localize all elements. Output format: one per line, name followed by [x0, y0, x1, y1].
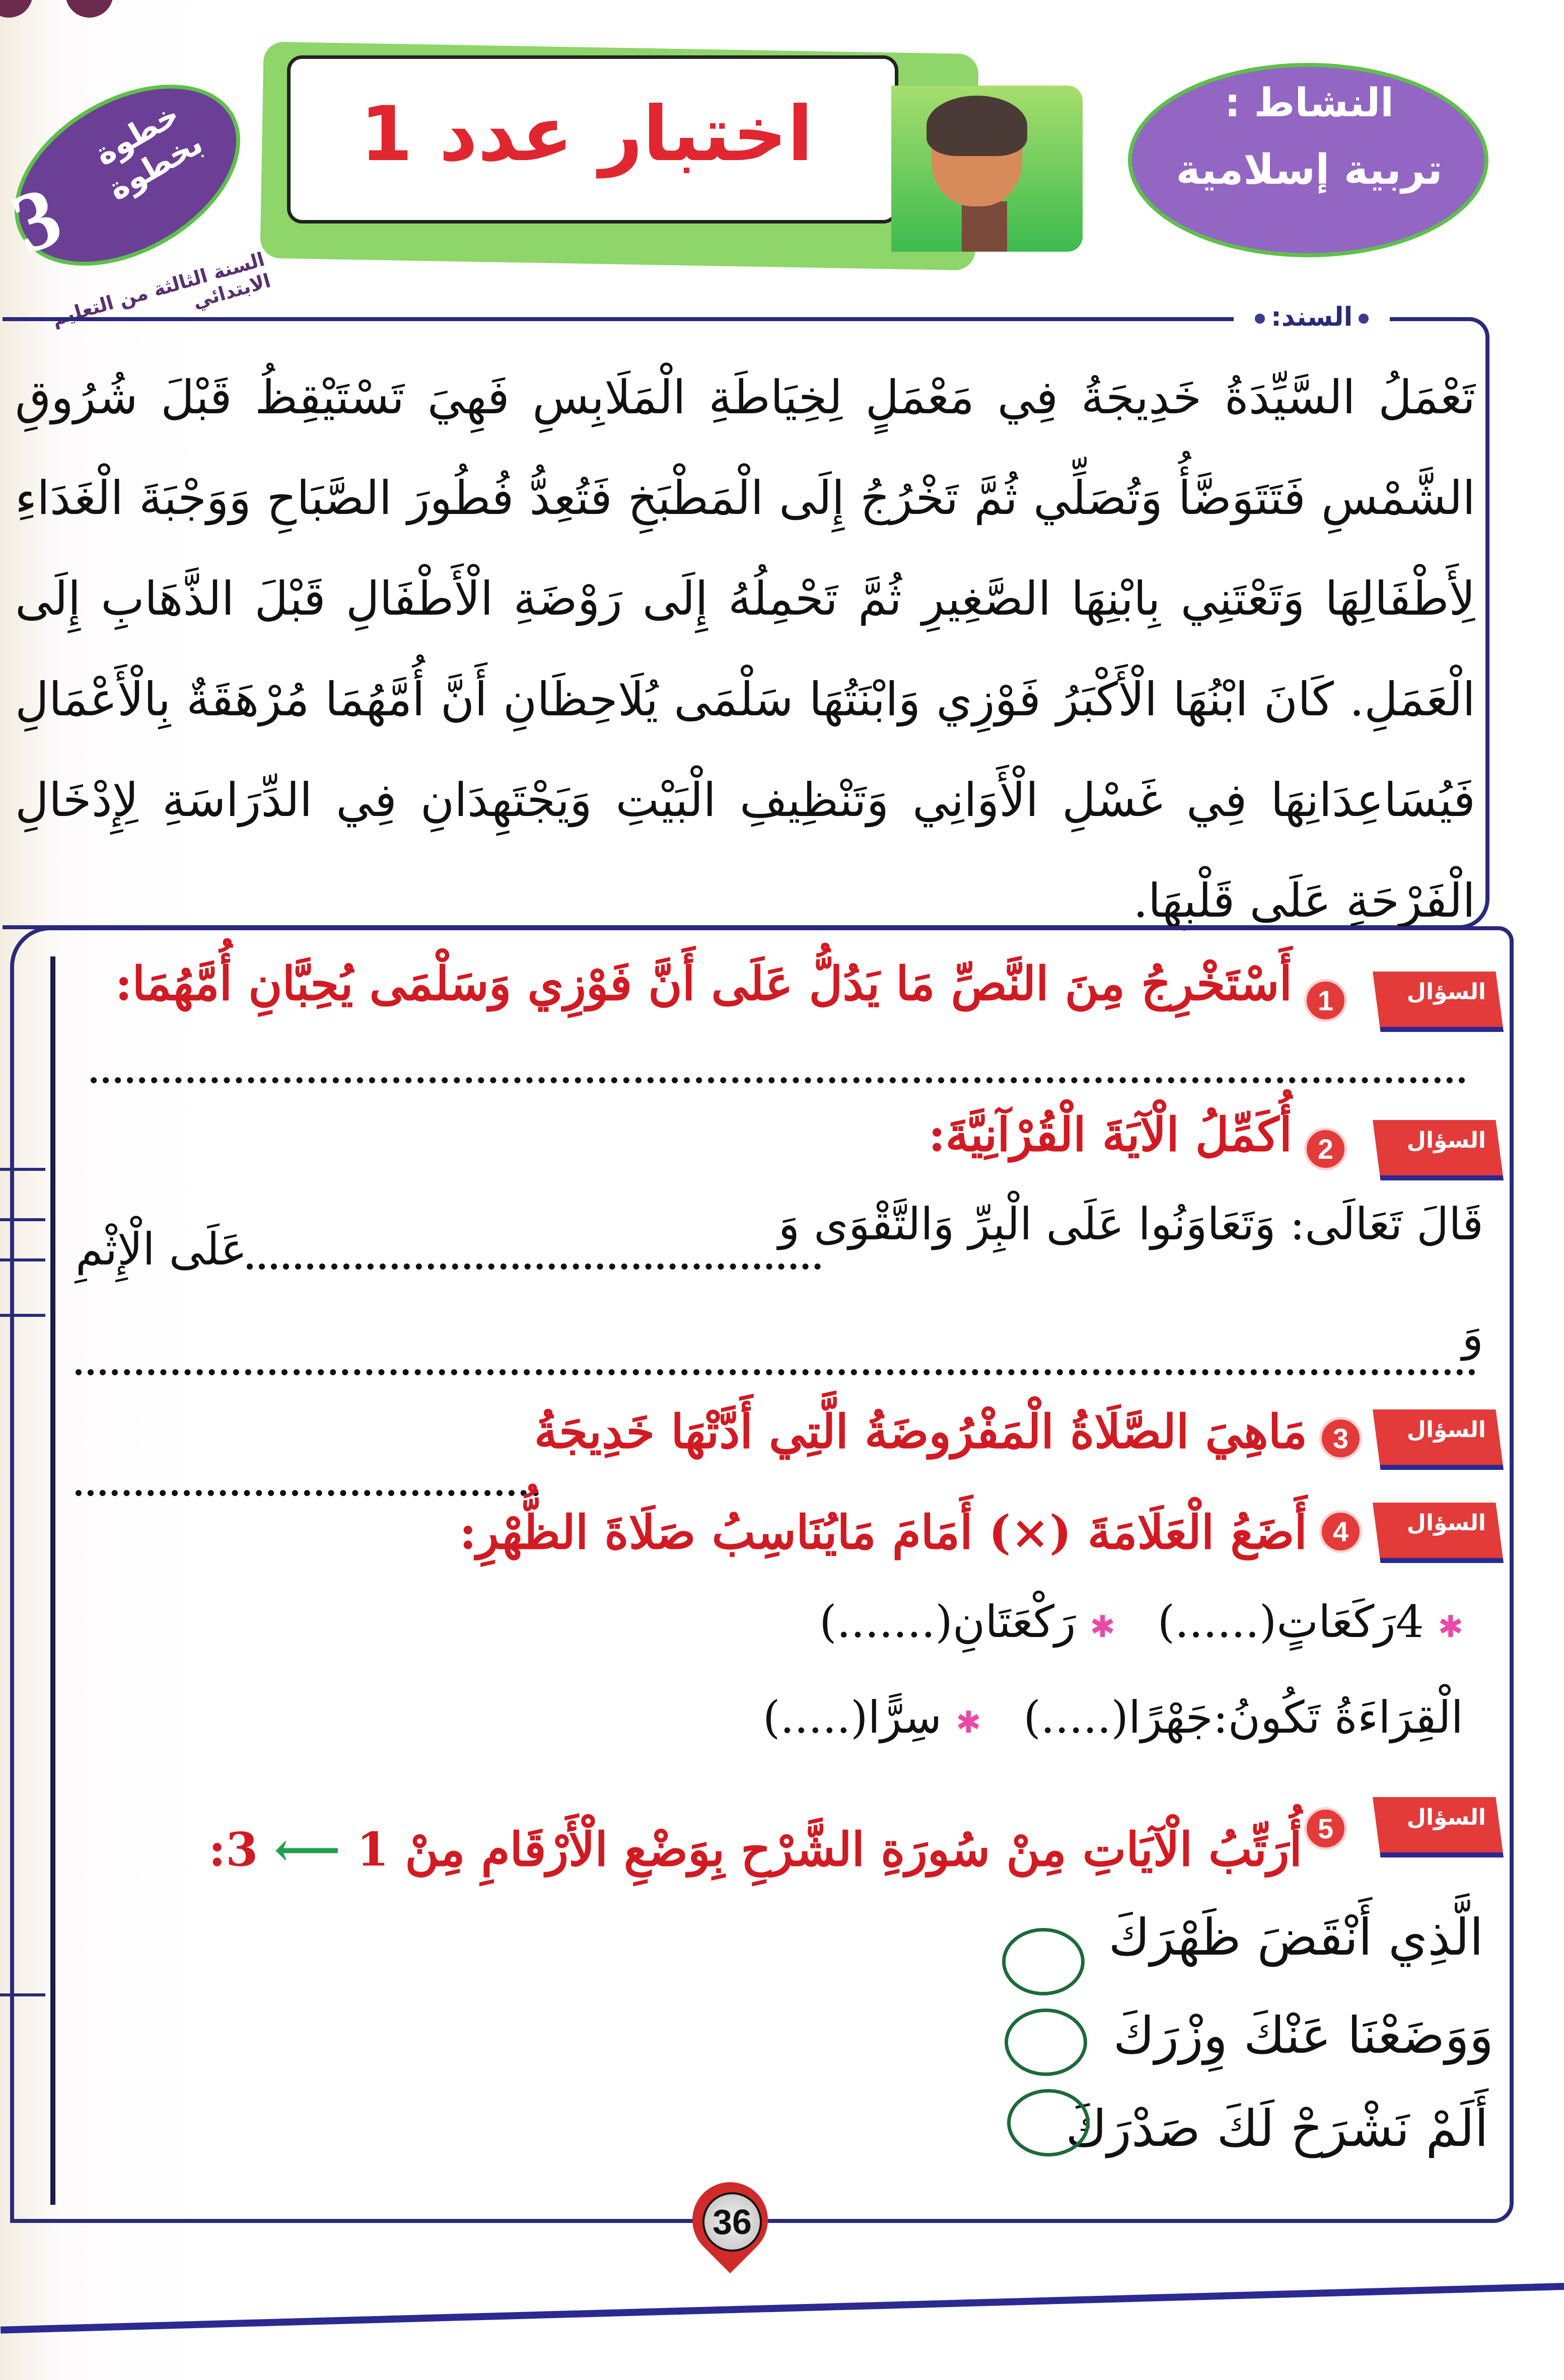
star-icon: ✱	[1438, 1609, 1463, 1645]
question-tag-label: السؤال	[1406, 1805, 1486, 1830]
score-box	[0, 1218, 45, 1221]
question-1-text: أَسْتَخْرِجُ مِنَ النَّصِّ مَا يَدُلُّ عَلَى أَنَّ فَوْزِي وَسَلْمَى يُحِبَّانِ أُمَّهُمَا:	[115, 956, 1292, 1011]
range-to: 3	[226, 1822, 258, 1877]
question-number: 1	[1304, 979, 1347, 1022]
question-number: 3	[1319, 1417, 1362, 1460]
question-number: 2	[1304, 1128, 1347, 1170]
boy-illustration-icon	[891, 86, 1083, 252]
arrow-left-icon: ⟵	[274, 1822, 341, 1877]
score-box	[0, 1314, 45, 1317]
question-number: 4	[1319, 1510, 1362, 1553]
score-box	[0, 1168, 45, 1171]
option-2-rakaat[interactable]: رَكْعَتَانِ(.......)	[819, 1596, 1076, 1648]
source-passage: تَعْمَلُ السَّيِّدَةُ خَدِيجَةُ فِي مَعْمَلٍ لِخِيَاطَةِ الْمَلَابِسِ فَهِيَ تَسْتَيْقِظُ قَبْلَ شُرُوقِ الشَّمْسِ فَتَتَوَضَّأُ وَتُصَلِّي ثُمَّ تَخْرُجُ إِلَى الْمَطْبَخِ فَتُعِدُّ فُطُورَ الصَّبَاحِ وَوَجْبَةَ الْغَدَاءِ لِأَطْفَالِهَا وَتَعْتَنِي بِابْنِهَا الصَّغِيرِ ثُمَّ تَحْمِلُهُ إِلَى رَوْضَةِ الْأَطْفَالِ قَبْلَ الذَّهَابِ إِلَى الْعَمَلِ. كَانَ ابْنُهَا الْأَكْبَرُ فَوْزِي وَابْنَتُهَا سَلْمَى يُلَاحِظَانِ أَنَّ أُمَّهُمَا مُرْهَقَةٌ بِالْأَعْمَالِ فَيُسَاعِدَانِهَا فِي غَسْلِ الْأَوَانِي وَتَنْظِيفِ الْبَيْتِ وَيَجْتَهِدَانِ فِي الدِّرَاسَةِ لِإِدْخَالِ الْفَرْحَةِ عَلَى قَلْبِهَا.	[15, 370, 1475, 928]
option-row-1	[819, 1596, 1463, 1648]
star-icon: ✱	[956, 1705, 981, 1740]
question-tag-label: السؤال	[1406, 1128, 1486, 1153]
question-tag-label: السؤال	[1406, 1417, 1486, 1443]
question-2-text: أُكَمِّلُ الْآيَةَ الْقُرْآنِيَّةَ:	[928, 1107, 1292, 1162]
verse-mid: عَلَى الْإِثْمِ	[76, 1223, 247, 1275]
question-tag-label: السؤال	[1406, 979, 1486, 1005]
series-number: 3	[0, 168, 73, 272]
question-3-text: مَاهِيَ الصَّلَاةُ الْمَفْرُوضَةُ الَّتِي أَدَّتْهَا خَدِيجَةُ	[534, 1404, 1307, 1459]
answer-line[interactable]	[76, 1490, 539, 1496]
question-5-text: أُرَتِّبُ الْآيَاتِ مِنْ سُورَةِ الشَّرْحِ بِوَضْعِ الْأَرْقَامِ مِنْ 1 ⟵ 3:	[208, 1822, 1302, 1877]
series-title: خطوة بخطوة	[88, 95, 209, 208]
range-from: 1	[357, 1822, 389, 1877]
verse-blank-1[interactable]	[247, 1263, 821, 1270]
page-title: اختبار عدد 1	[360, 91, 813, 178]
option-4-rakaat[interactable]: 4رَكَعَاتٍ(......)	[1157, 1596, 1424, 1648]
score-box	[0, 1258, 45, 1261]
binding-hole	[65, 0, 113, 18]
activity-value: تربية إسلامية	[1176, 146, 1443, 194]
option-row-2	[763, 1691, 1463, 1743]
option-silent[interactable]: سِرًّا(.....)	[762, 1691, 942, 1743]
bullet-icon	[1359, 314, 1369, 324]
question-tag-label: السؤال	[1406, 1510, 1486, 1536]
verse-item: الَّذِي أَنْقَضَ ظَهْرَكَ	[1108, 1908, 1483, 1967]
verse-line2-start: وَ	[1462, 1309, 1483, 1361]
page-number: 36	[702, 2192, 762, 2252]
option-aloud[interactable]: جَهْرًا(.....)	[1023, 1691, 1213, 1743]
order-answer-circle[interactable]	[1005, 2009, 1087, 2076]
bottom-divider	[1, 2283, 1564, 2334]
binding-hole	[0, 0, 33, 18]
order-answer-circle[interactable]	[1002, 1928, 1085, 1995]
margin-line	[50, 956, 55, 2205]
order-answer-circle[interactable]	[1007, 2089, 1090, 2156]
star-icon: ✱	[1090, 1609, 1115, 1645]
verse-start: قَالَ تَعَالَى: وَتَعَاوَنُوا عَلَى الْبِرِّ وَالتَّقْوَى وَ	[778, 1198, 1483, 1250]
source-label: السند:	[1234, 302, 1390, 332]
grade-level-text: السنة الثالثة من التعليم الابتدائي	[49, 248, 273, 330]
verse-item: وَوَضَعْنَا عَنْكَ وِزْرَكَ	[1113, 2006, 1494, 2065]
question-number: 5	[1304, 1807, 1347, 1850]
answer-line[interactable]	[91, 1077, 1465, 1083]
activity-label: النشاط :	[1225, 81, 1394, 126]
score-box	[0, 1993, 45, 1996]
reading-label: الْقِرَاءَةُ تَكُونُ:	[1213, 1691, 1463, 1743]
verse-blank-2[interactable]	[76, 1369, 1475, 1375]
verse-item: أَلَمْ نَشْرَحْ لَكَ صَدْرَكَ	[1065, 2099, 1488, 2158]
bullet-icon	[1255, 314, 1265, 324]
question-4-text: أَضَعُ الْعَلَامَةَ (×) أَمَامَ مَايُنَاسِبُ صَلَاةَ الظُّهْرِ:	[459, 1505, 1307, 1559]
